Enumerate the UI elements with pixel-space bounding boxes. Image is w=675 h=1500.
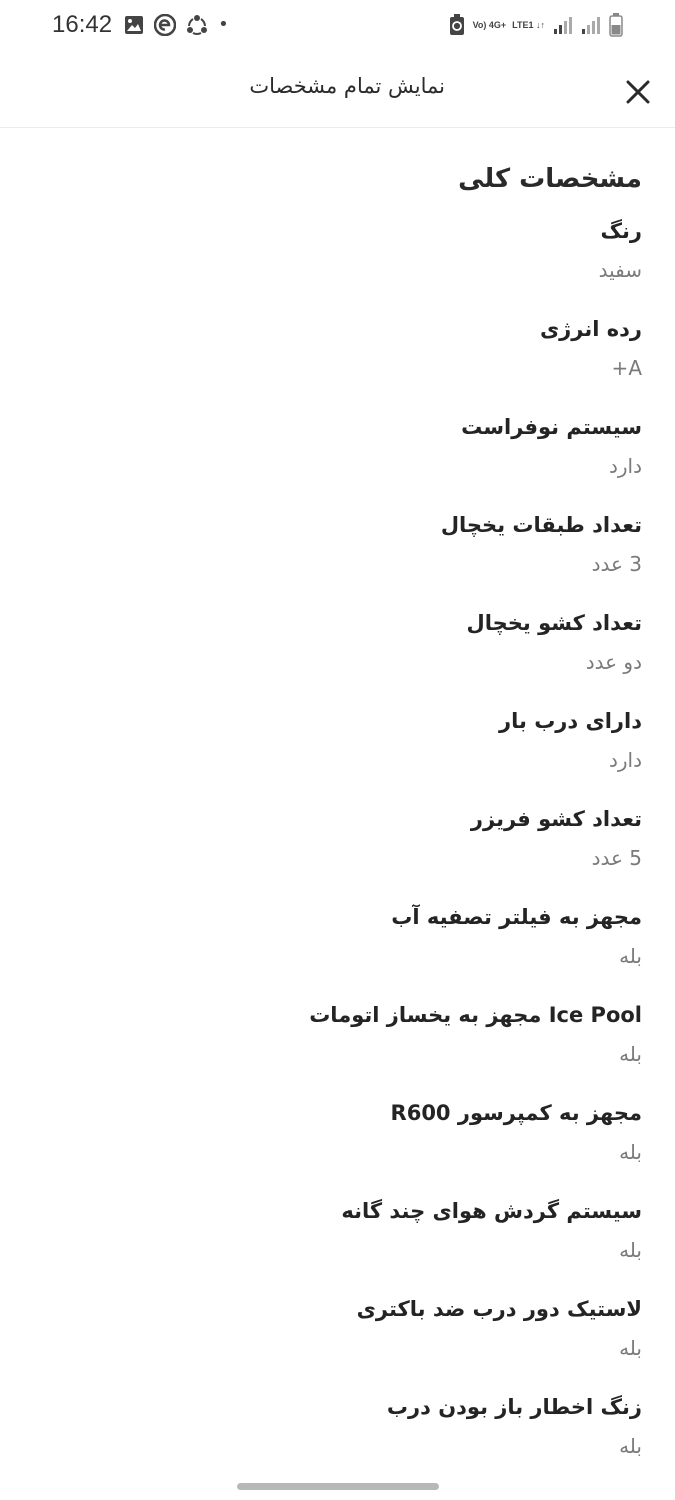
spec-value: سفید bbox=[598, 258, 642, 282]
spec-label: تعداد طبقات یخچال bbox=[440, 513, 642, 537]
e-app-icon bbox=[154, 14, 176, 36]
spec-item bbox=[33, 792, 642, 890]
battery-saver-icon bbox=[449, 14, 465, 36]
network-type bbox=[473, 20, 545, 30]
spec-value: 3 عدد bbox=[591, 552, 642, 576]
spec-item bbox=[33, 498, 642, 596]
spec-label: رده انرژی bbox=[539, 317, 642, 341]
spec-item bbox=[33, 1380, 642, 1478]
spec-item bbox=[33, 1184, 642, 1282]
spec-item bbox=[33, 694, 642, 792]
spec-label: سیستم نوفراست bbox=[461, 415, 642, 439]
spec-label: مجهز به کمپرسور R600 bbox=[390, 1101, 642, 1125]
signal-icon bbox=[581, 16, 601, 34]
spec-list bbox=[33, 204, 642, 1478]
image-icon bbox=[124, 15, 144, 35]
notification-icons bbox=[124, 14, 229, 36]
spec-label: تعداد کشو فریزر bbox=[470, 807, 642, 831]
spec-value: بله bbox=[619, 1238, 642, 1262]
spec-label: تعداد کشو یخچال bbox=[466, 611, 642, 635]
spec-value: دو عدد bbox=[585, 650, 642, 674]
spec-label: سیستم گردش هوای چند گانه bbox=[341, 1199, 642, 1223]
status-right bbox=[449, 13, 623, 37]
specs-content bbox=[0, 128, 675, 1478]
network-label-lte: LTE1 ↓↑ bbox=[512, 20, 545, 30]
spec-item bbox=[33, 890, 642, 988]
close-button[interactable] bbox=[620, 74, 656, 110]
battery-icon bbox=[609, 13, 623, 37]
spec-value: بله bbox=[619, 944, 642, 968]
spec-value: دارد bbox=[608, 454, 642, 478]
signal-icon bbox=[553, 16, 573, 34]
spec-label: مجهز به فیلتر تصفیه آب bbox=[391, 905, 642, 929]
spec-label: Ice Pool مجهز به یخساز اتومات bbox=[309, 1003, 642, 1027]
spec-value: بله bbox=[619, 1336, 642, 1360]
page-header bbox=[0, 52, 675, 128]
status-left bbox=[52, 11, 229, 39]
spec-label: دارای درب بار bbox=[499, 709, 642, 733]
spec-item bbox=[33, 400, 642, 498]
spec-value: دارد bbox=[608, 748, 642, 772]
spec-label: لاستیک دور درب ضد باکتری bbox=[356, 1297, 642, 1321]
close-icon bbox=[620, 74, 656, 110]
section-title: مشخصات کلی bbox=[458, 164, 642, 194]
dot-icon: • bbox=[218, 14, 229, 35]
sync-app-icon bbox=[186, 14, 208, 36]
spec-value: بله bbox=[619, 1140, 642, 1164]
spec-item bbox=[33, 302, 642, 400]
spec-value: بله bbox=[619, 1434, 642, 1458]
status-bar bbox=[0, 0, 675, 50]
spec-value: 5 عدد bbox=[591, 846, 642, 870]
spec-value: A+ bbox=[611, 356, 642, 380]
spec-item bbox=[33, 1086, 642, 1184]
network-label-volte: Vo) 4G+ bbox=[472, 20, 507, 30]
page-title: نمایش تمام مشخصات bbox=[249, 74, 445, 98]
status-time: 16:42 bbox=[52, 11, 113, 38]
spec-item bbox=[33, 596, 642, 694]
home-indicator[interactable] bbox=[237, 1483, 439, 1490]
spec-value: بله bbox=[619, 1042, 642, 1066]
spec-item bbox=[33, 988, 642, 1086]
spec-item bbox=[33, 204, 642, 302]
spec-label: زنگ اخطار باز بودن درب bbox=[386, 1395, 642, 1419]
spec-label: رنگ bbox=[600, 219, 642, 243]
spec-item bbox=[33, 1282, 642, 1380]
